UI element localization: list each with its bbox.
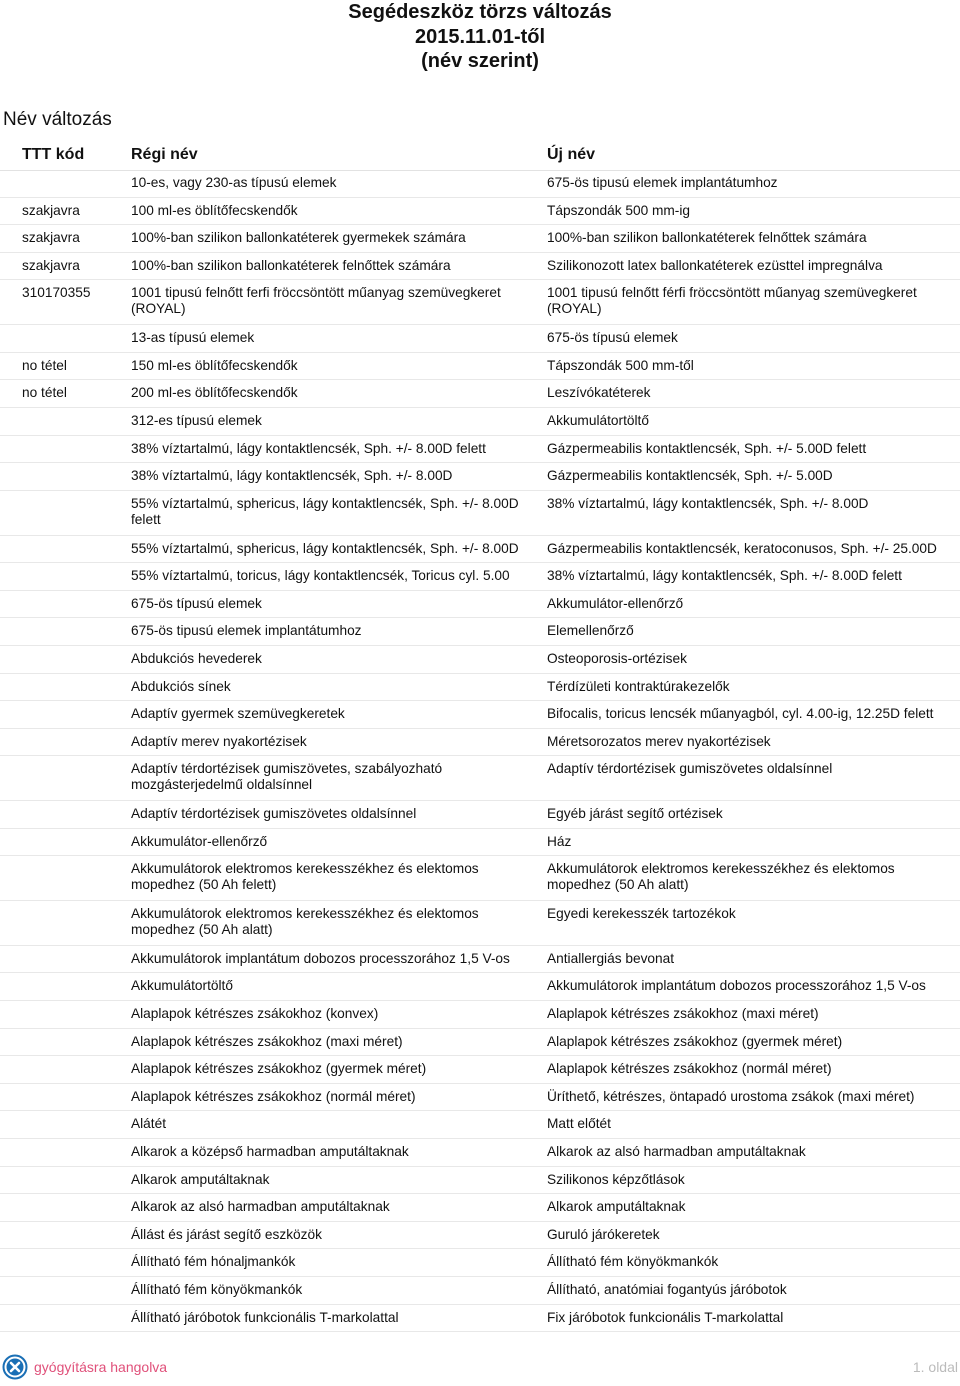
- row-new-name: Elemellenőrző: [547, 623, 634, 639]
- table-row: [0, 973, 960, 1001]
- row-new-name: Gázpermeabilis kontaktlencsék, Sph. +/- 5.00D felett: [547, 440, 867, 456]
- table-row: [0, 946, 960, 974]
- table-row: [0, 436, 960, 464]
- row-old-name: Alátét: [131, 1116, 167, 1132]
- row-new-name: Osteoporosis-ortézisek: [547, 650, 687, 666]
- table-row: [0, 353, 960, 381]
- row-new-name: Guruló járókeretek: [547, 1226, 660, 1242]
- row-old-name: 100%-ban szilikon ballonkatéterek felnőttek számára: [131, 257, 451, 273]
- table-row: [0, 1001, 960, 1029]
- row-new-name: Szilikonos képzőtlások: [547, 1171, 685, 1187]
- row-old-name: 100%-ban szilikon ballonkatéterek gyermekek számára: [131, 230, 466, 246]
- table-row: [0, 1056, 960, 1084]
- table-row: [0, 1249, 960, 1277]
- row-old-name: 675-ös típusú elemek: [131, 595, 262, 611]
- table-row: [0, 1194, 960, 1222]
- row-new-name: 100%-ban szilikon ballonkatéterek felnőttek számára: [547, 230, 867, 246]
- row-old-name: Állítható fém hónaljmankók: [131, 1254, 296, 1270]
- row-old-name: 200 ml-es öblítőfecskendők: [131, 385, 298, 401]
- table-row: [0, 591, 960, 619]
- table-row: [0, 729, 960, 757]
- table-row: [0, 618, 960, 646]
- row-old-name: Adaptív gyermek szemüvegkeretek: [131, 706, 345, 722]
- table-row: [0, 563, 960, 591]
- row-new-name: Leszívókatéterek: [547, 385, 651, 401]
- table-row: [0, 536, 960, 564]
- table-row: [0, 1084, 960, 1112]
- table-row: [0, 408, 960, 436]
- row-new-name: 675-ös tipusú elemek implantátumhoz: [547, 175, 778, 190]
- row-new-name: Fix járóbotok funkcionális T-markolattal: [547, 1309, 784, 1325]
- table-row: [0, 1029, 960, 1057]
- page-number: 1. oldal: [912, 1359, 958, 1375]
- row-new-name: Egyéb járást segítő ortézisek: [547, 806, 723, 822]
- row-old-name: Alkarok az alsó harmadban amputáltaknak: [131, 1199, 390, 1215]
- table-row: [0, 170, 960, 198]
- brand-slogan: gyógyításra hangolva: [34, 1359, 168, 1375]
- row-old-name: Alaplapok kétrészes zsákokhoz (maxi méret): [131, 1033, 403, 1049]
- row-old-name: 55% víztartalmú, sphericus, lágy kontaktlencsék, Sph. +/- 8.00D: [131, 540, 519, 556]
- table-row: [0, 280, 960, 325]
- row-old-name: Adaptív merev nyakortézisek: [131, 733, 307, 749]
- table-row: [0, 1111, 960, 1139]
- row-old-name: Alkarok amputáltaknak: [131, 1171, 270, 1187]
- row-new-name: Gázpermeabilis kontaktlencsék, keratoconusos, Sph. +/- 25.00D: [547, 540, 937, 556]
- row-old-name: 312-es típusú elemek: [131, 412, 262, 428]
- row-old-name: Alkarok a középső harmadban amputáltaknak: [131, 1144, 409, 1160]
- table-row: [0, 253, 960, 281]
- row-code: szakjavra: [22, 230, 80, 246]
- table-row: [0, 701, 960, 729]
- row-old-name: Akkumulátortöltő: [131, 978, 233, 994]
- row-new-name: Tápszondák 500 mm-ig: [547, 202, 691, 218]
- row-old-name: Alaplapok kétrészes zsákokhoz (gyermek méret): [131, 1061, 427, 1077]
- row-old-name: Alaplapok kétrészes zsákokhoz (konvex): [131, 1006, 379, 1022]
- row-old-name: Adaptív térdortézisek gumiszövetes, szabályozható mozgásterjedelmű oldalsínnel: [131, 761, 443, 793]
- row-new-name: Akkumulátortöltő: [547, 412, 649, 428]
- row-new-name: Alaplapok kétrészes zsákokhoz (gyermek méret): [547, 1033, 843, 1049]
- row-old-name: Akkumulátorok implantátum dobozos processzorához 1,5 V-os: [131, 950, 510, 966]
- row-new-name: 1001 tipusú felnőtt férfi fröccsöntött műanyag szemüvegkeret (ROYAL): [547, 285, 917, 317]
- row-new-name: Antiallergiás bevonat: [547, 950, 675, 966]
- table-row: [0, 674, 960, 702]
- row-old-name: Alaplapok kétrészes zsákokhoz (normál méret): [131, 1088, 416, 1104]
- row-old-name: 100 ml-es öblítőfecskendők: [131, 202, 298, 218]
- row-new-name: Akkumulátor-ellenőrző: [547, 595, 684, 611]
- table-row: [0, 225, 960, 253]
- row-old-name: 55% víztartalmú, toricus, lágy kontaktlencsék, Toricus cyl. 5.00: [131, 568, 510, 584]
- row-old-name: 675-ös tipusú elemek implantátumhoz: [131, 623, 362, 639]
- title-line-1: Segédeszköz törzs változás: [348, 1, 612, 23]
- row-old-name: Abdukciós sínek: [131, 678, 231, 694]
- row-old-name: Akkumulátor-ellenőrző: [131, 833, 268, 849]
- table-row: [0, 463, 960, 491]
- row-old-name: Akkumulátorok elektromos kerekesszékhez és elektomos mopedhez (50 Ah felett): [131, 861, 479, 893]
- row-code: szakjavra: [22, 257, 80, 273]
- row-new-name: Állítható fém könyökmankók: [547, 1254, 719, 1270]
- row-old-name: Állást és járást segítő eszközök: [131, 1226, 322, 1242]
- table-row: [0, 856, 960, 901]
- row-new-name: Gázpermeabilis kontaktlencsék, Sph. +/- 5.00D: [547, 468, 833, 484]
- row-code: 310170355: [22, 285, 91, 301]
- row-code: szakjavra: [22, 202, 80, 218]
- section-heading: Név változás: [3, 109, 112, 130]
- row-new-name: Tápszondák 500 mm-től: [547, 357, 694, 373]
- row-old-name: Akkumulátorok elektromos kerekesszékhez és elektomos mopedhez (50 Ah alatt): [131, 906, 479, 938]
- document-title: [0, 0, 960, 74]
- row-new-name: Térdízületi kontraktúrakezelők: [547, 678, 730, 694]
- row-code: no tétel: [22, 385, 67, 401]
- row-new-name: Akkumulátorok elektromos kerekesszékhez és elektomos mopedhez (50 Ah alatt): [547, 861, 895, 893]
- row-old-name: Állítható járóbotok funkcionális T-markolattal: [131, 1309, 399, 1325]
- table-row: [0, 829, 960, 857]
- header-old-name: Régi név: [131, 146, 198, 163]
- row-old-name: Abdukciós hevederek: [131, 650, 262, 666]
- table-row: [0, 646, 960, 674]
- row-new-name: Alkarok amputáltaknak: [547, 1199, 686, 1215]
- row-new-name: Matt előtét: [547, 1116, 611, 1132]
- table-header: [0, 141, 960, 171]
- row-new-name: Állítható, anatómiai fogantyús járóbotok: [547, 1281, 787, 1297]
- table-row: [0, 198, 960, 226]
- row-new-name: 675-ös típusú elemek: [547, 330, 678, 346]
- name-change-table: [0, 170, 960, 1332]
- row-new-name: Üríthető, kétrészes, öntapadó urostoma zsákok (maxi méret): [547, 1088, 915, 1104]
- row-old-name: 10-es, vagy 230-as típusú elemek: [131, 175, 337, 190]
- table-row: [0, 1222, 960, 1250]
- row-new-name: 38% víztartalmú, lágy kontaktlencsék, Sph. +/- 8.00D felett: [547, 568, 902, 584]
- row-new-name: Adaptív térdortézisek gumiszövetes oldalsínnel: [547, 761, 833, 777]
- row-new-name: Akkumulátorok implantátum dobozos processzorához 1,5 V-os: [547, 978, 926, 994]
- table-row: [0, 1139, 960, 1167]
- table-row: [0, 1167, 960, 1195]
- table-row: [0, 756, 960, 801]
- row-new-name: Méretsorozatos merev nyakortézisek: [547, 733, 771, 749]
- row-new-name: Szilikonozott latex ballonkatéterek ezüsttel impregnálva: [547, 257, 883, 273]
- row-old-name: 38% víztartalmú, lágy kontaktlencsék, Sph. +/- 8.00D felett: [131, 440, 486, 456]
- x-logo-icon: [2, 1354, 28, 1380]
- row-code: no tétel: [22, 357, 67, 373]
- page-footer: [0, 1350, 960, 1386]
- row-new-name: Alkarok az alsó harmadban amputáltaknak: [547, 1144, 806, 1160]
- header-new-name: Új név: [547, 146, 596, 163]
- row-old-name: 13-as típusú elemek: [131, 330, 255, 346]
- table-row: [0, 901, 960, 946]
- row-new-name: 38% víztartalmú, lágy kontaktlencsék, Sph. +/- 8.00D: [547, 495, 869, 511]
- row-old-name: Adaptív térdortézisek gumiszövetes oldalsínnel: [131, 806, 417, 822]
- row-new-name: Alaplapok kétrészes zsákokhoz (normál méret): [547, 1061, 832, 1077]
- table-row: [0, 1277, 960, 1305]
- row-new-name: Alaplapok kétrészes zsákokhoz (maxi méret): [547, 1006, 819, 1022]
- header-code: TTT kód: [22, 146, 85, 163]
- row-new-name: Egyedi kerekesszék tartozékok: [547, 906, 736, 922]
- table-row: [0, 380, 960, 408]
- row-old-name: Állítható fém könyökmankók: [131, 1281, 303, 1297]
- row-new-name: Bifocalis, toricus lencsék műanyagból, cyl. 4.00-ig, 12.25D felett: [547, 706, 934, 722]
- row-old-name: 1001 tipusú felnőtt ferfi fröccsöntött műanyag szemüvegkeret (ROYAL): [131, 285, 501, 317]
- table-row: [0, 1305, 960, 1333]
- row-new-name: Ház: [547, 833, 572, 849]
- title-line-2: 2015.11.01-től: [414, 25, 546, 48]
- row-old-name: 38% víztartalmú, lágy kontaktlencsék, Sph. +/- 8.00D: [131, 468, 453, 484]
- table-row: [0, 491, 960, 536]
- row-old-name: 150 ml-es öblítőfecskendők: [131, 357, 298, 373]
- table-row: [0, 325, 960, 353]
- title-line-3: (név szerint): [421, 50, 539, 72]
- row-old-name: 55% víztartalmú, sphericus, lágy kontaktlencsék, Sph. +/- 8.00D felett: [131, 495, 519, 527]
- table-row: [0, 801, 960, 829]
